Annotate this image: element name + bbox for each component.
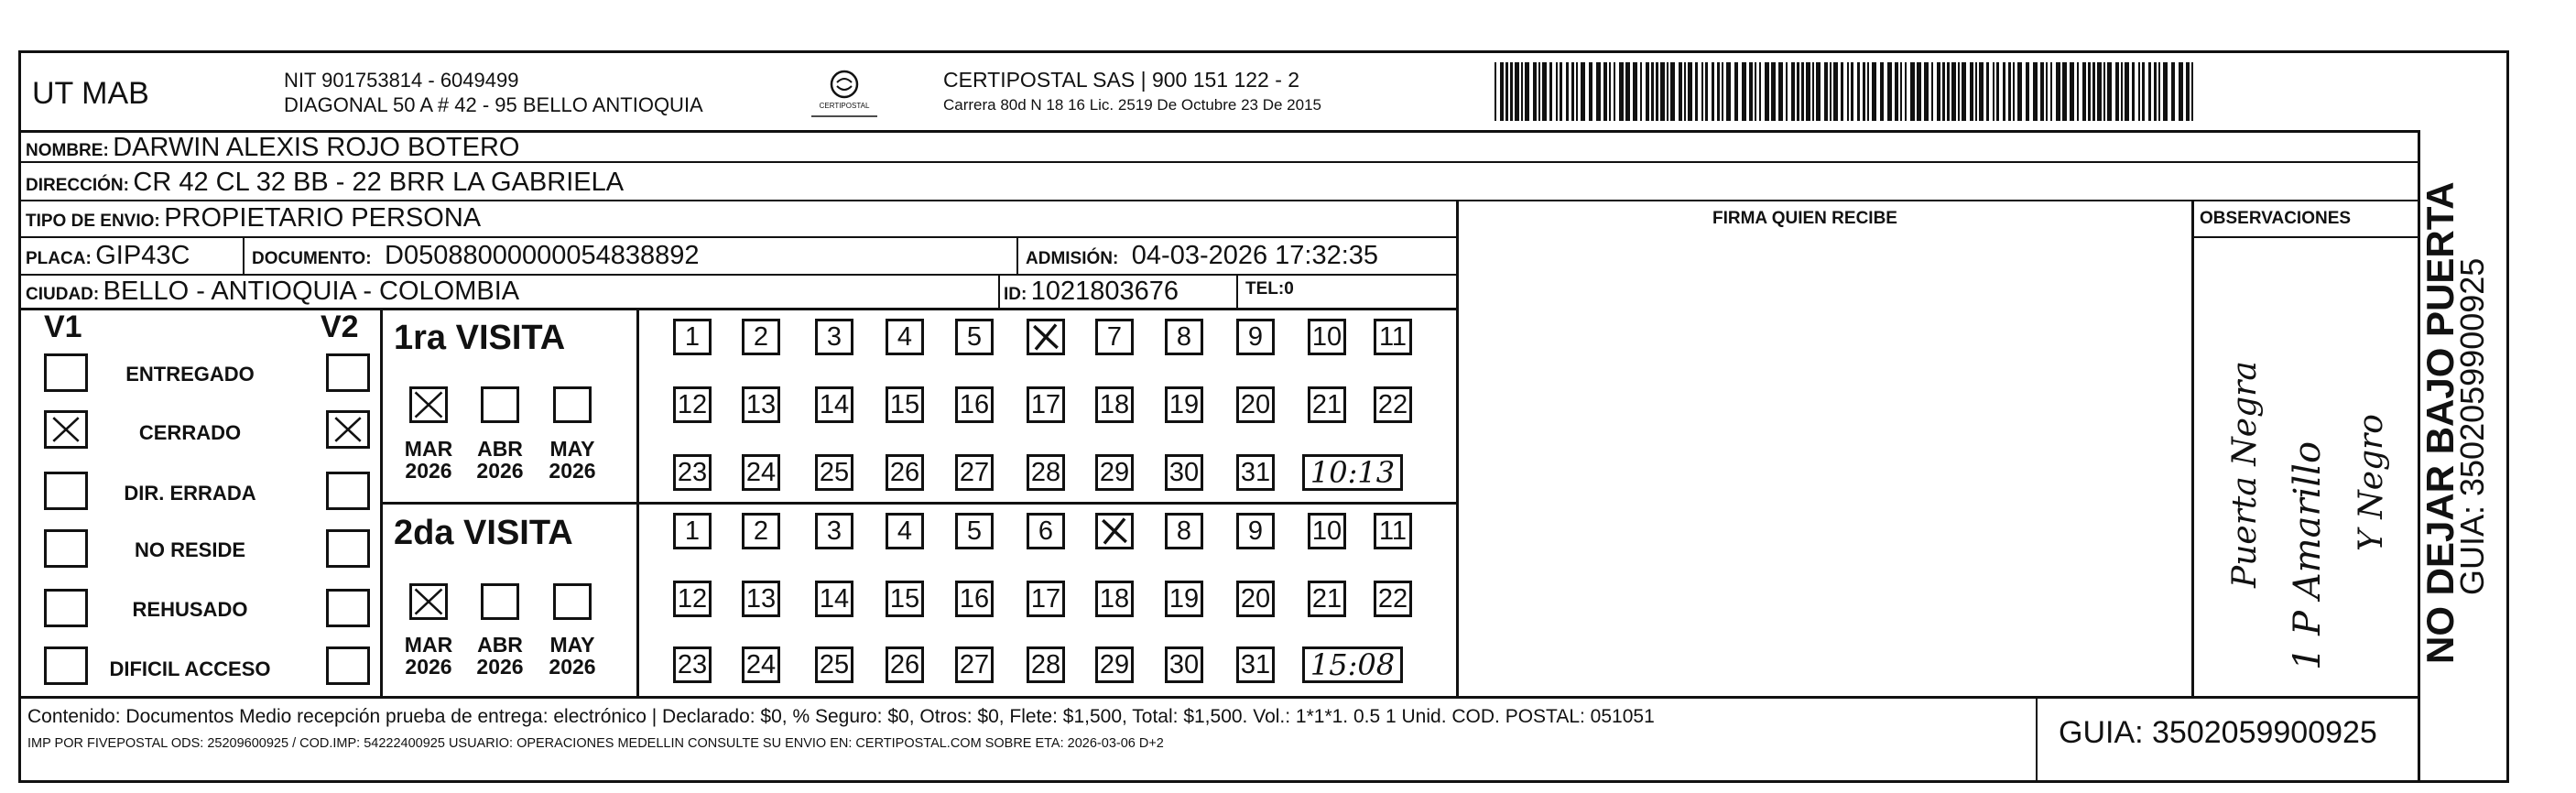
barcode-bar (2017, 62, 2022, 121)
barcode-bar (1786, 62, 1788, 121)
second-visit-day-7-box[interactable] (1095, 513, 1134, 549)
barcode-bar (1905, 62, 1907, 121)
v2-dir-errada-checkbox[interactable] (326, 472, 370, 510)
row-divider (18, 236, 1456, 238)
barcode-bar (1684, 62, 1686, 121)
signature-column-divider (1456, 200, 1459, 696)
ciudad-value: BELLO - ANTIOQUIA - COLOMBIA (103, 277, 520, 306)
first-visit-day-16-box[interactable]: 16 (955, 386, 994, 423)
barcode-bar (2013, 62, 2015, 121)
cell-divider (243, 236, 245, 274)
barcode-bar (1500, 62, 1504, 121)
barcode-bar (1651, 62, 1654, 121)
barcode-bar (1778, 62, 1783, 121)
barcode-bar (2082, 62, 2086, 121)
v2-no-reside-checkbox[interactable] (326, 529, 370, 568)
first-visit-month-may-checkbox[interactable] (553, 386, 592, 423)
barcode-bar (2056, 62, 2060, 121)
direccion-row (26, 169, 624, 196)
second-visit-day-17-box[interactable]: 17 (1027, 581, 1065, 617)
id-value: 1021803676 (1030, 277, 1179, 306)
first-visit-day-8-box[interactable]: 8 (1165, 319, 1203, 355)
first-visit-day-3-box[interactable]: 3 (815, 319, 853, 355)
second-visit-day-24-box[interactable]: 24 (742, 646, 780, 683)
first-visit-day-9-box[interactable]: 9 (1236, 319, 1275, 355)
barcode-bar (1749, 62, 1753, 121)
barcode-bar (2097, 62, 2102, 121)
second-visit-day-8-box[interactable]: 8 (1165, 513, 1203, 549)
imp-line: IMP POR FIVEPOSTAL ODS: 25209600925 / COD.IMP: 54222400925 USUARIO: OPERACIONES MEDELLIN CONSULTE SU ENVIO EN: CERTIPOSTAL.COM SOBRE ETA: 2026-03-06 D+2 (27, 736, 1164, 751)
second-visit-day-5-box[interactable]: 5 (955, 513, 994, 549)
first-visit-day-25-box[interactable]: 25 (815, 454, 853, 491)
second-visit-day-30-box[interactable]: 30 (1165, 646, 1203, 683)
second-visit-month-abr: ABR 2026 (476, 633, 524, 679)
barcode-bar (1525, 62, 1529, 121)
first-visit-time-box[interactable]: 10:13 (1302, 454, 1403, 491)
barcode-bar (1640, 62, 1642, 121)
barcode-bar (1986, 62, 1989, 121)
no-dejar-bajo-puerta-notice: NO DEJAR BAJO PUERTA (2418, 181, 2462, 664)
second-visit-day-27-box[interactable]: 27 (955, 646, 994, 683)
barcode-bar (1515, 62, 1519, 121)
barcode-bar (1947, 62, 1950, 121)
second-visit-day-1-box[interactable]: 1 (673, 513, 712, 549)
barcode-bar (2121, 62, 2123, 121)
barcode-bar (2070, 62, 2074, 121)
tel-cell (1245, 280, 1294, 298)
first-visit-day-13-box[interactable]: 13 (742, 386, 780, 423)
second-visit-day-11-box[interactable]: 11 (1374, 513, 1412, 549)
tel-value: 0 (1284, 279, 1294, 299)
first-visit-day-2-box[interactable]: 2 (742, 319, 780, 355)
second-visit-day-25-box[interactable]: 25 (815, 646, 853, 683)
id-cell (1004, 278, 1179, 305)
tipo-envio-row (26, 205, 481, 232)
tipo-envio-label: TIPO DE ENVIO: (26, 212, 160, 231)
status-label: CERRADO (138, 421, 242, 444)
v2-dificil-acceso-checkbox[interactable] (326, 646, 370, 685)
barcode-bar (2062, 62, 2067, 121)
second-visit-month-may: MAY 2026 (549, 633, 596, 679)
barcode-bar (1560, 62, 1562, 121)
contenido-line: Contenido: Documentos Medio recepción prueba de entrega: electrónico | Declarado: $0, % Seguro: $0, Otros: $0, Flete: $1,500, Total: $1,500. Vol.: 1*1*1. 0.5 1 Unid. COD. POSTAL: 051051 (27, 706, 1655, 727)
first-visit-month-abr-checkbox[interactable] (481, 386, 519, 423)
barcode-bar (1717, 62, 1720, 121)
second-visit-day-20-box[interactable]: 20 (1236, 581, 1275, 617)
sender-address: DIAGONAL 50 A # 42 - 95 BELLO ANTIOQUIA (284, 93, 703, 116)
barcode-bar (1759, 62, 1761, 121)
barcode-bar (1533, 62, 1537, 121)
documento-value: D05088000000054838892 (385, 241, 700, 270)
first-visit-day-23-box[interactable]: 23 (673, 454, 712, 491)
barcode-bar (1542, 62, 1547, 121)
first-visit-day-22-box[interactable]: 22 (1374, 386, 1412, 423)
barcode-bar (1900, 62, 1902, 121)
barcode-bar (1979, 62, 1984, 121)
first-visit-day-10-box[interactable]: 10 (1308, 319, 1346, 355)
barcode-bar (1970, 62, 1973, 121)
barcode-bar (1841, 62, 1843, 121)
barcode-bar (1722, 62, 1723, 121)
barcode-bar (1806, 62, 1810, 121)
second-visit-day-14-box[interactable]: 14 (815, 581, 853, 617)
barcode-bar (2050, 62, 2052, 121)
barcode-bar (2003, 62, 2005, 121)
barcode-bar (1958, 62, 1960, 121)
barcode-bar (1510, 62, 1513, 121)
first-visit-title: 1ra VISITA (394, 319, 566, 357)
tipo-envio-value: PROPIETARIO PERSONA (164, 203, 482, 233)
barcode-bar (1937, 62, 1940, 121)
cell-divider (1236, 274, 1238, 308)
barcode-bar (1910, 62, 1915, 121)
barcode-bar (1521, 62, 1523, 121)
barcode-bar (2132, 62, 2135, 121)
second-visit-day-2-box[interactable]: 2 (742, 513, 780, 549)
v2-cerrado-checkbox[interactable] (326, 410, 370, 449)
barcode-bar (2142, 62, 2145, 121)
barcode-bar (1917, 62, 1921, 121)
direccion-label: DIRECCIÓN: (26, 176, 129, 195)
barcode-bar (1695, 62, 1698, 121)
barcode-bar (2148, 62, 2151, 121)
placa-value: GIP43C (95, 241, 190, 270)
barcode-bar (1791, 62, 1795, 121)
barcode-bar (1942, 62, 1945, 121)
barcode-bar (1705, 62, 1708, 121)
firma-header: FIRMA QUIEN RECIBE (1712, 209, 1897, 228)
barcode-bar (2088, 62, 2091, 121)
second-visit-day-22-box[interactable]: 22 (1374, 581, 1412, 617)
barcode-bar (1857, 62, 1860, 121)
row-divider (18, 200, 2418, 201)
barcode-bar (1816, 62, 1821, 121)
barcode-bar (1589, 62, 1592, 121)
barcode-bar (1962, 62, 1966, 121)
status-label: REHUSADO (132, 598, 248, 621)
barcode-bar (1996, 62, 1999, 121)
first-visit-day-29-box[interactable]: 29 (1095, 454, 1134, 491)
observations-handwriting (2198, 240, 2416, 693)
barcode-bar (1867, 62, 1869, 121)
barcode-bar (1734, 62, 1738, 121)
first-visit-day-30-box[interactable]: 30 (1165, 454, 1203, 491)
second-visit-month-abr-checkbox[interactable] (481, 583, 519, 620)
barcode-bar (1596, 62, 1601, 121)
row-divider (18, 274, 1456, 276)
second-visit-day-3-box[interactable]: 3 (815, 513, 853, 549)
barcode-bar (1688, 62, 1692, 121)
handwritten-note: Y Negro (2353, 414, 2390, 551)
nombre-label: NOMBRE: (26, 141, 109, 160)
barcode-bar (1887, 62, 1892, 121)
admision-cell (1026, 243, 1378, 269)
barcode-bar (1833, 62, 1838, 121)
barcode-bar (1951, 62, 1956, 121)
barcode-bar (2008, 62, 2011, 121)
documento-label: DOCUMENTO: (252, 249, 372, 268)
second-visit-day-19-box[interactable]: 19 (1165, 581, 1203, 617)
first-visit-day-18-box[interactable]: 18 (1095, 386, 1134, 423)
second-visit-day-28-box[interactable]: 28 (1027, 646, 1065, 683)
barcode-bar (1847, 62, 1849, 121)
admision-label: ADMISIÓN: (1026, 249, 1119, 268)
barcode-bar (1505, 62, 1508, 121)
barcode-bar (1679, 62, 1682, 121)
barcode-bar (2171, 62, 2175, 121)
first-visit-day-5-box[interactable]: 5 (955, 319, 994, 355)
v1-heading: V1 (44, 310, 82, 344)
barcode-bar (1701, 62, 1703, 121)
barcode-bar (1549, 62, 1552, 121)
barcode-bar (2040, 62, 2044, 121)
first-visit-day-4-box[interactable]: 4 (886, 319, 924, 355)
certipostal-logo (806, 66, 883, 121)
second-visit-day-6-box[interactable]: 6 (1027, 513, 1065, 549)
second-visit-day-16-box[interactable]: 16 (955, 581, 994, 617)
barcode-bar (1625, 62, 1630, 121)
barcode-bar (1993, 62, 1994, 121)
barcode-bar (1765, 62, 1769, 121)
first-visit-month-mar-checkbox[interactable] (409, 386, 448, 423)
visit-days-divider (636, 308, 639, 696)
placa-label: PLACA: (26, 249, 92, 268)
second-visit-month-mar-checkbox[interactable] (409, 583, 448, 620)
second-visit-day-15-box[interactable]: 15 (886, 581, 924, 617)
barcode-bar (1495, 62, 1496, 121)
cell-divider (1016, 236, 1018, 274)
ciudad-label: CIUDAD: (26, 285, 100, 304)
barcode-bar (2191, 62, 2193, 121)
barcode-bar (1619, 62, 1624, 121)
first-visit-day-20-box[interactable]: 20 (1236, 386, 1275, 423)
status-label: ENTREGADO (125, 363, 255, 386)
barcode-bar (1812, 62, 1814, 121)
handwritten-note: 1 P Amarillo (2287, 440, 2329, 670)
second-visit-day-4-box[interactable]: 4 (886, 513, 924, 549)
second-visit-day-23-box[interactable]: 23 (673, 646, 712, 683)
first-visit-day-28-box[interactable]: 28 (1027, 454, 1065, 491)
barcode-bar (1895, 62, 1898, 121)
admision-value: 04-03-2026 17:32:35 (1131, 241, 1379, 270)
second-visit-day-13-box[interactable]: 13 (742, 581, 780, 617)
barcode-bar (2092, 62, 2095, 121)
first-visit-month-mar: MAR 2026 (404, 437, 453, 483)
nombre-row (26, 135, 519, 161)
company-line: CERTIPOSTAL SAS | 900 151 122 - 2 (943, 68, 1300, 92)
second-visit-day-10-box[interactable]: 10 (1308, 513, 1346, 549)
sender-nit: NIT 901753814 - 6049499 (284, 69, 519, 92)
second-visit-day-12-box[interactable]: 12 (673, 581, 712, 617)
second-visit-month-may-checkbox[interactable] (553, 583, 592, 620)
barcode (1493, 62, 2198, 121)
barcode-bar (2103, 62, 2105, 121)
barcode-bar (1924, 62, 1929, 121)
barcode-bar (1667, 62, 1668, 121)
second-visit-day-31-box[interactable]: 31 (1236, 646, 1275, 683)
direccion-value: CR 42 CL 32 BB - 22 BRR LA GABRIELA (133, 168, 625, 197)
barcode-bar (1576, 62, 1578, 121)
second-visit-day-18-box[interactable]: 18 (1095, 581, 1134, 617)
barcode-bar (2186, 62, 2190, 121)
second-visit-day-21-box[interactable]: 21 (1308, 581, 1346, 617)
first-visit-day-11-box[interactable]: 11 (1374, 319, 1412, 355)
row-divider (18, 308, 1456, 310)
barcode-bar (1975, 62, 1977, 121)
barcode-bar (1872, 62, 1876, 121)
barcode-bar (2026, 62, 2029, 121)
side-guia-number: GUIA: 3502059900925 (2453, 257, 2491, 595)
barcode-bar (1581, 62, 1585, 121)
second-visit-time-box[interactable]: 15:08 (1302, 646, 1403, 683)
barcode-bar (2125, 62, 2129, 121)
barcode-bar (1755, 62, 1756, 121)
first-visit-day-27-box[interactable]: 27 (955, 454, 994, 491)
first-visit-day-12-box[interactable]: 12 (673, 386, 712, 423)
barcode-bar (2154, 62, 2157, 121)
nombre-value: DARWIN ALEXIS ROJO BOTERO (113, 133, 520, 162)
sender-name: UT MAB (32, 76, 149, 111)
barcode-bar (1712, 62, 1714, 121)
second-visit-month-mar: MAR 2026 (404, 633, 453, 679)
cell-divider (998, 274, 1000, 308)
barcode-bar (2046, 62, 2048, 121)
observaciones-header: OBSERVACIONES (2200, 209, 2352, 228)
barcode-bar (2179, 62, 2183, 121)
second-visit-day-26-box[interactable]: 26 (886, 646, 924, 683)
barcode-bar (1863, 62, 1865, 121)
logo-text: CERTIPOSTAL (819, 102, 870, 110)
handwritten-note: Puerta Negra (2226, 361, 2264, 588)
barcode-bar (2163, 62, 2168, 121)
status-label: DIR. ERRADA (124, 482, 256, 505)
first-visit-day-26-box[interactable]: 26 (886, 454, 924, 491)
v2-heading: V2 (321, 310, 359, 344)
barcode-bar (2115, 62, 2119, 121)
barcode-bar (2107, 62, 2112, 121)
barcode-bar (1603, 62, 1607, 121)
barcode-bar (1660, 62, 1665, 121)
status-label: NO RESIDE (134, 538, 246, 561)
barcode-bar (1726, 62, 1731, 121)
observations-column-divider (2191, 200, 2194, 696)
barcode-bar (1931, 62, 1933, 121)
documento-cell (252, 243, 700, 269)
v2-rehusado-checkbox[interactable] (326, 589, 370, 627)
first-visit-day-17-box[interactable]: 17 (1027, 386, 1065, 423)
second-visit-day-9-box[interactable]: 9 (1236, 513, 1275, 549)
barcode-bar (1538, 62, 1540, 121)
first-visit-day-21-box[interactable]: 21 (1308, 386, 1346, 423)
first-visit-day-24-box[interactable]: 24 (742, 454, 780, 491)
barcode-bar (1801, 62, 1804, 121)
placa-cell (26, 243, 190, 269)
barcode-bar (1609, 62, 1611, 121)
observations-header-divider (2191, 236, 2418, 238)
barcode-bar (1880, 62, 1884, 121)
barcode-bar (2138, 62, 2140, 121)
barcode-bar (1771, 62, 1776, 121)
barcode-bar (1571, 62, 1574, 121)
first-visit-day-31-box[interactable]: 31 (1236, 454, 1275, 491)
barcode-bar (1556, 62, 1558, 121)
second-visit-day-29-box[interactable]: 29 (1095, 646, 1134, 683)
barcode-bar (2077, 62, 2079, 121)
barcode-bar (1742, 62, 1746, 121)
first-visit-day-14-box[interactable]: 14 (815, 386, 853, 423)
first-visit-day-6-box[interactable] (1027, 319, 1065, 355)
barcode-bar (1614, 62, 1615, 121)
ciudad-cell (26, 278, 519, 305)
barcode-bar (2158, 62, 2160, 121)
footer-guia-number: GUIA: 3502059900925 (2059, 715, 2377, 750)
barcode-bar (1824, 62, 1828, 121)
v2-entregado-checkbox[interactable] (326, 353, 370, 392)
id-label: ID: (1004, 285, 1027, 304)
barcode-bar (1670, 62, 1675, 121)
second-visit-title: 2da VISITA (394, 514, 573, 552)
first-visit-day-15-box[interactable]: 15 (886, 386, 924, 423)
first-visit-day-1-box[interactable]: 1 (673, 319, 712, 355)
footer-guia-divider (2036, 696, 2038, 783)
barcode-bar (1646, 62, 1649, 121)
footer-divider (18, 696, 2418, 699)
visit-divider (380, 502, 1456, 505)
barcode-bar (1656, 62, 1658, 121)
first-visit-month-abr: ABR 2026 (476, 437, 524, 483)
barcode-bar (1797, 62, 1799, 121)
status-label: DIFICIL ACCESO (109, 657, 271, 680)
license-line: Carrera 80d N 18 16 Lic. 2519 De Octubre 23 De 2015 (943, 96, 1321, 114)
barcode-bar (1633, 62, 1637, 121)
tel-label: TEL: (1245, 279, 1285, 299)
first-visit-day-7-box[interactable]: 7 (1095, 319, 1134, 355)
first-visit-day-19-box[interactable]: 19 (1165, 386, 1203, 423)
first-visit-month-may: MAY 2026 (549, 437, 596, 483)
barcode-bar (1566, 62, 1569, 121)
barcode-bar (1851, 62, 1853, 121)
barcode-bar (1830, 62, 1831, 121)
barcode-bar (2033, 62, 2038, 121)
